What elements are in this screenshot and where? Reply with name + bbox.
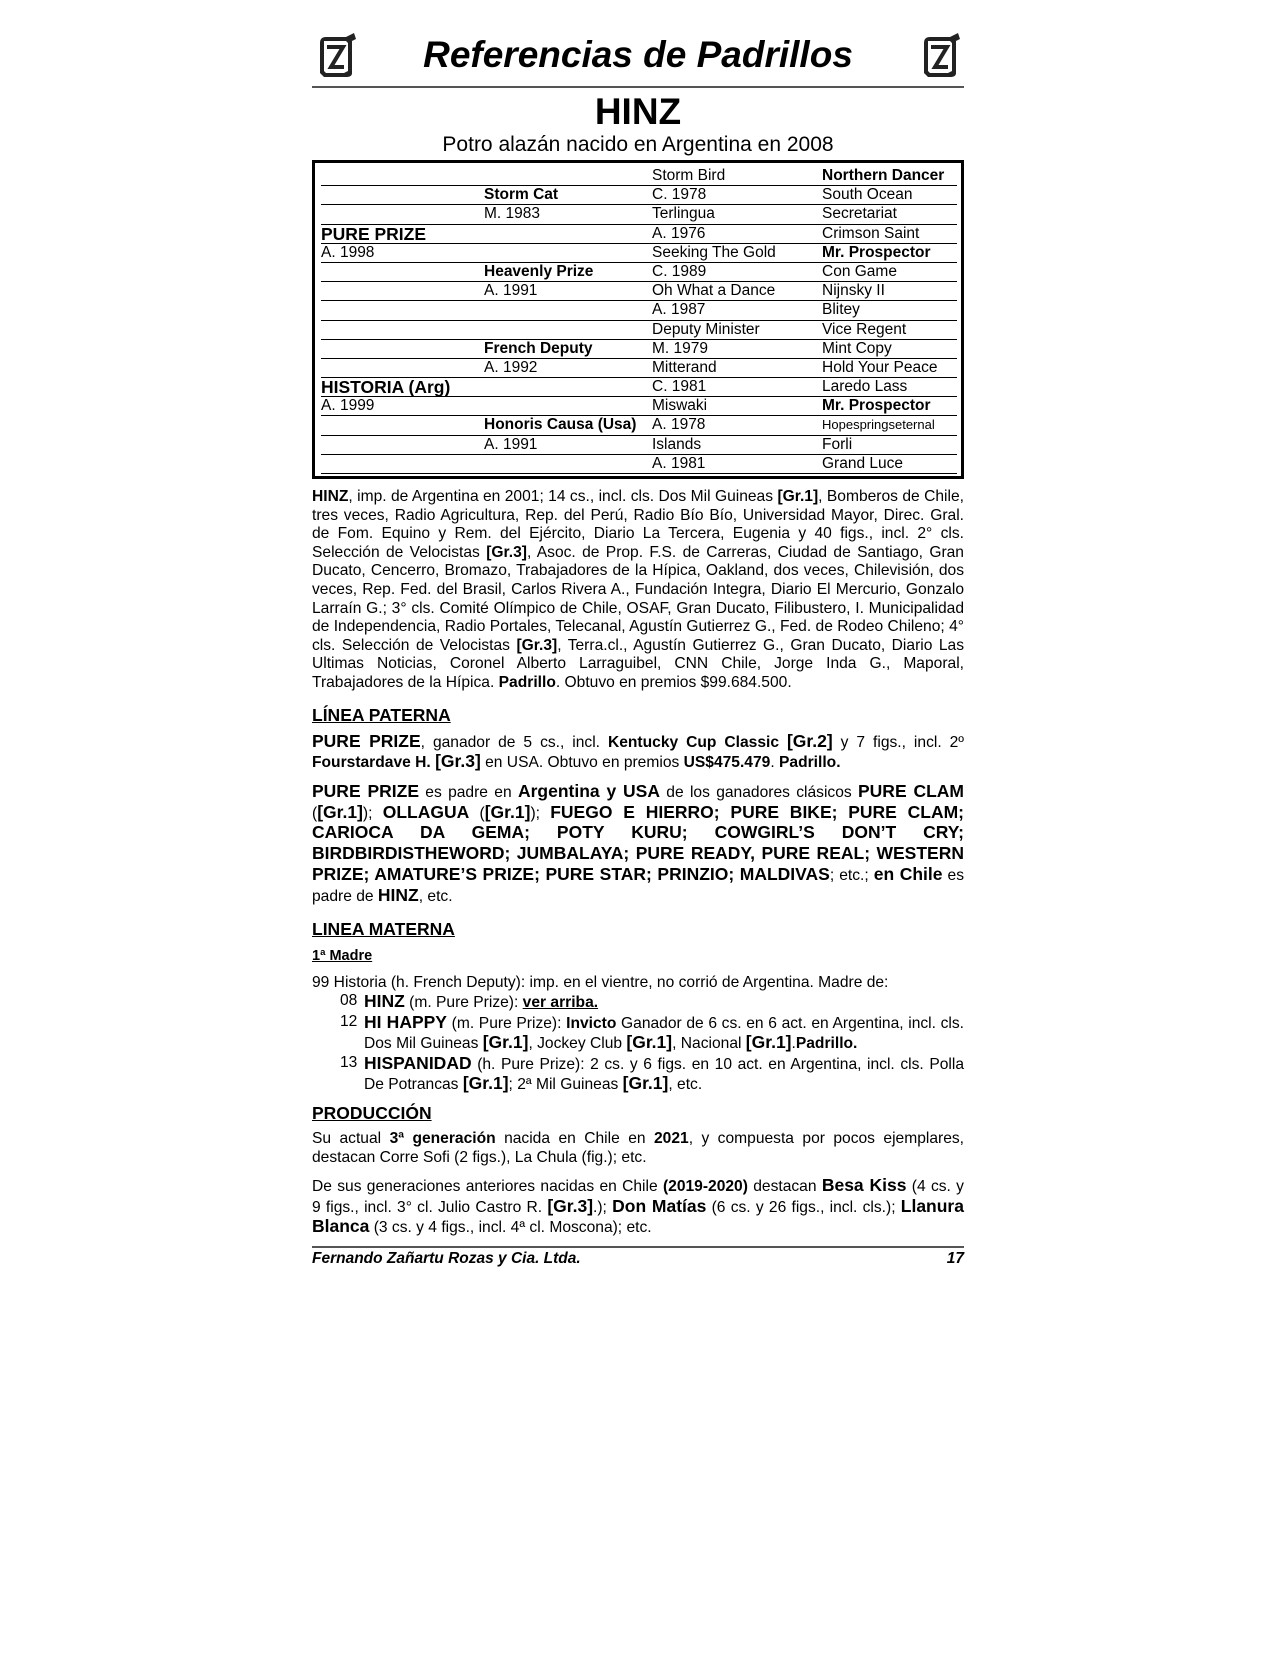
pedigree-cell: Mint Copy [822,340,957,359]
pedigree-cell: Nijnsky II [822,282,957,301]
pedigree-cell: Con Game [822,263,957,282]
pedigree-row [321,436,957,455]
pedigree-cell [484,455,652,474]
pedigree-cell [321,167,484,186]
pedigree-cell [484,244,652,263]
intro-paragraph: HINZ, imp. de Argentina en 2001; 14 cs., incl. cls. Dos Mil Guineas [Gr.1], Bomberos de Chile, tres veces, Radio Agricultura, Rep. del Perú, Radio Bío Bío, Universidad Mayor, Direc. Gral. de Fom. Equino y Rem. del Ejército, Diario La Tercera, Eugenia y 40 figs., incl. 2° cls. Selección de Velocistas [Gr.3], Asoc. de Prop. F.S. de Carreras, Ciudad de Santiago, Gran Ducato, Cencerro, Bromazo, Trabajadores de la Hípica, Oakland, dos veces, Chilevisión, dos veces, Rep. Fed. del Brasil, Carlos Rivera A., Fundación Integra, Diario El Mercurio, Gonzalo Larraín G.; 3° cls. Comité Olímpico de Chile, OSAF, Gran Ducato, Filibustero, I. Municipalidad de Independencia, Radio Portales, Telecanal, Agustín Gutierrez G., Fed. de Rodeo Chileno; 4° cls. Selección de Velocistas [Gr.3], Terra.cl., Agustín Gutierrez G., Gran Ducato, Diario Las Ultimas Noticias, Coronel Alberto Larraguibel, CNN Chile, Jorge Inda G., Maporal, Trabajadores de la Hípica. Padrillo. Obtuvo en premios $99.684.500. [312,488,965,691]
page-footer [312,1246,964,1268]
pedigree-cell: Mr. Prospector [822,397,957,416]
pedigree-cell: Mr. Prospector [822,244,957,263]
pedigree-cell: M. 1983 [484,205,652,224]
pedigree-cell: PURE PRIZE [321,225,484,244]
pedigree-cell [484,301,652,320]
pedigree-cell [484,225,652,244]
pedigree-cell: C. 1978 [652,186,822,205]
footer-company: Fernando Zañartu Rozas y Cia. Ltda. [312,1250,581,1268]
pedigree-table [312,160,964,479]
pedigree-cell [321,340,484,359]
pedigree-cell: Hopespringseternal [822,416,957,435]
pedigree-row [321,416,957,435]
pedigree-row [321,321,957,340]
pedigree-cell: Mitterand [652,359,822,378]
pedigree-cell [321,455,484,474]
pedigree-cell: A. 1987 [652,301,822,320]
pedigree-cell: Storm Bird [652,167,822,186]
pedigree-cell: A. 1992 [484,359,652,378]
pedigree-cell: Northern Dancer [822,167,957,186]
pedigree-cell [321,321,484,340]
pedigree-cell: Oh What a Dance [652,282,822,301]
pedigree-cell: HISTORIA (Arg) [321,378,484,397]
produccion-heading: PRODUCCIÓN [312,1103,432,1124]
pedigree-cell: A. 1981 [652,455,822,474]
pedigree-cell: Storm Cat [484,186,652,205]
pedigree-cell: Secretariat [822,205,957,224]
linea-paterna-p1: PURE PRIZE, ganador de 5 cs., incl. Kentucky Cup Classic [Gr.2] y 7 figs., incl. 2º Fourstardave H. [Gr.3] en USA. Obtuvo en premios US$475.479. Padrillo. [312,730,964,772]
page [312,30,964,1268]
pedigree-row [321,455,957,474]
pedigree-cell: A. 1991 [484,436,652,455]
pedigree-row [321,340,957,359]
list-item: 12 HI HAPPY (m. Pure Prize): Invicto Ganador de 6 cs. en 6 act. en Argentina, incl. cls. Dos Mil Guineas [Gr.1], Jockey Club [Gr.1], Nacional [Gr.1].Padrillo. [340,1011,965,1053]
pedigree-row [321,359,957,378]
pedigree-row [321,263,957,282]
pedigree-cell [321,416,484,435]
pedigree-row [321,186,957,205]
pedigree-cell [484,397,652,416]
pedigree-cell: C. 1989 [652,263,822,282]
pedigree-cell: M. 1979 [652,340,822,359]
pedigree-cell: A. 1976 [652,225,822,244]
linea-paterna-p2: PURE PRIZE es padre en Argentina y USA de los ganadores clásicos PURE CLAM ([Gr.1]); OLLAGUA ([Gr.1]); FUEGO E HIERRO; PURE BIKE; PURE CLAM; CARIOCA DA GEMA; POTY KURU; COWGIRL’S DON’T CRY; BIRDBIRDISTHEWORD; JUMBALAYA; PURE READY, PURE REAL; WESTERN PRIZE; AMATURE’S PRIZE; PURE STAR; PRINZIO; MALDIVAS; etc.; en Chile es padre de HINZ, etc. [312,780,965,905]
pedigree-cell: Hold Your Peace [822,359,957,378]
pedigree-row [321,282,957,301]
pedigree-cell: A. 1998 [321,244,484,263]
pedigree-cell: Vice Regent [822,321,957,340]
pedigree-cell: Heavenly Prize [484,263,652,282]
pedigree-row [321,225,957,244]
pedigree-cell: C. 1981 [652,378,822,397]
pedigree-cell: Forli [822,436,957,455]
list-item: 13 HISPANIDAD (h. Pure Prize): 2 cs. y 6 figs. en 10 act. en Argentina, incl. cls. Polla De Potrancas [Gr.1]; 2ª Mil Guineas [Gr.1], etc. [340,1052,964,1094]
zr-logo-icon [918,33,962,81]
pedigree-cell [321,205,484,224]
dam-line: 99 Historia (h. French Deputy): imp. en el vientre, no corrió de Argentina. Madre de: [312,973,889,991]
pedigree-cell: A. 1999 [321,397,484,416]
pedigree-cell: Islands [652,436,822,455]
pedigree-row [321,378,957,397]
pedigree-cell [321,359,484,378]
pedigree-row [321,301,957,320]
pedigree-cell: A. 1991 [484,282,652,301]
header-title: Referencias de Padrillos [423,34,853,75]
pedigree-cell: French Deputy [484,340,652,359]
pedigree-cell: Miswaki [652,397,822,416]
progeny-list [340,992,964,1095]
pedigree-cell [321,186,484,205]
pedigree-row [321,244,957,263]
pedigree-cell [321,436,484,455]
pedigree-cell [484,167,652,186]
produccion-p2: De sus generaciones anteriores nacidas en Chile (2019-2020) destacan Besa Kiss (4 cs. y 9 figs., incl. 3° cl. Julio Castro R. [Gr.3].); Don Matías (6 cs. y 26 figs., incl. cls.); Llanura Blanca (3 cs. y 4 figs., incl. 4ª cl. Moscona); etc. [312,1175,964,1237]
pedigree-cell: Laredo Lass [822,378,957,397]
pedigree-cell: Blitey [822,301,957,320]
horse-subtitle: Potro alazán nacido en Argentina en 2008 [442,133,834,156]
primera-madre-heading: 1ª Madre [312,947,373,964]
pedigree-row [321,205,957,224]
pedigree-cell: Seeking The Gold [652,244,822,263]
pedigree-cell: Grand Luce [822,455,957,474]
pedigree-cell: South Ocean [822,186,957,205]
pedigree-row [321,397,957,416]
pedigree-cell [321,263,484,282]
pedigree-row [321,167,957,186]
linea-materna-heading: LINEA MATERNA [312,918,455,939]
linea-paterna-heading: LÍNEA PATERNA [312,704,451,725]
pedigree-cell: Honoris Causa (Usa) [484,416,652,435]
produccion-p1: Su actual 3ª generación nacida en Chile en 2021, y compuesta por pocos ejemplares, destacan Corre Sofi (2 figs.), La Chula (fig.); etc. [312,1130,965,1166]
list-item: 08 HINZ (m. Pure Prize): ver arriba. [340,991,599,1012]
pedigree-cell [321,301,484,320]
page-header [312,30,964,88]
pedigree-cell: Deputy Minister [652,321,822,340]
pedigree-cell [321,282,484,301]
pedigree-cell: Terlingua [652,205,822,224]
page-number: 17 [946,1250,964,1268]
pedigree-cell: A. 1978 [652,416,822,435]
pedigree-cell [484,321,652,340]
pedigree-cell [484,378,652,397]
horse-name: HINZ [594,91,682,132]
pedigree-cell: Crimson Saint [822,225,957,244]
